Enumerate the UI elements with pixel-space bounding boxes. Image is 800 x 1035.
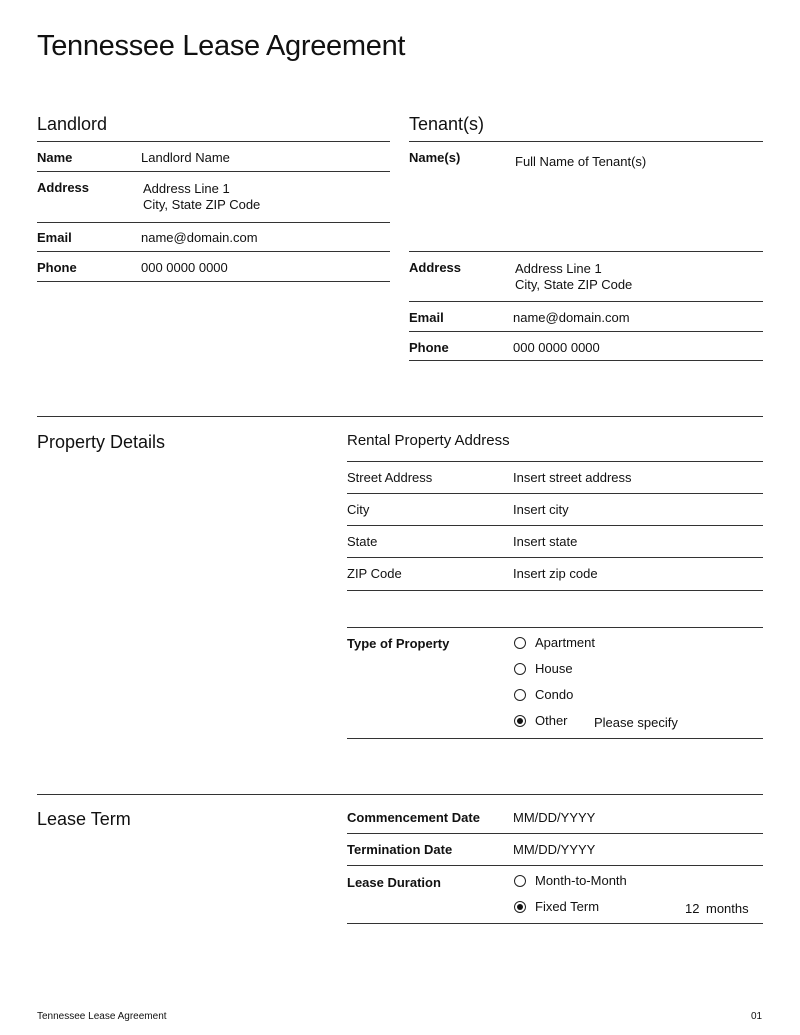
lease-heading: Lease Term <box>37 809 131 829</box>
commencement-date-field[interactable]: MM/DD/YYYY <box>513 810 596 825</box>
radio-unchecked-icon[interactable] <box>514 637 526 649</box>
fixed-term-count-field[interactable]: 12 <box>685 901 700 916</box>
divider <box>347 865 763 866</box>
option-label: House <box>535 661 573 676</box>
divider <box>37 141 390 142</box>
property-heading: Property Details <box>37 432 166 452</box>
landlord-email-label: Email <box>37 230 72 245</box>
divider <box>347 833 763 834</box>
radio-unchecked-icon[interactable] <box>514 663 526 675</box>
radio-unchecked-icon[interactable] <box>514 689 526 701</box>
divider <box>409 301 763 302</box>
divider <box>37 171 390 172</box>
landlord-address-label: Address <box>37 180 90 195</box>
tenant-address-line1-field[interactable]: Address Line 1 <box>515 261 602 276</box>
street-label: Street Address <box>347 470 433 485</box>
divider <box>37 251 390 252</box>
city-field[interactable]: Insert city <box>513 502 569 517</box>
divider <box>347 923 763 924</box>
commencement-label: Commencement Date <box>347 810 480 825</box>
landlord-email-field[interactable]: name@domain.com <box>141 230 258 245</box>
property-type-apartment-option[interactable] <box>514 635 595 650</box>
termination-label: Termination Date <box>347 842 453 857</box>
divider <box>37 222 390 223</box>
tenant-address-label: Address <box>409 260 462 275</box>
tenant-address-line2-field[interactable]: City, State ZIP Code <box>515 277 633 292</box>
section-divider <box>37 794 763 795</box>
landlord-heading: Landlord <box>37 114 108 134</box>
property-subheading: Rental Property Address <box>347 432 510 449</box>
city-label: City <box>347 502 370 517</box>
landlord-address-line1-field[interactable]: Address Line 1 <box>143 181 230 196</box>
tenant-phone-label: Phone <box>409 340 449 355</box>
duration-fixed-term-option[interactable] <box>514 899 599 914</box>
landlord-phone-field[interactable]: 000 0000 0000 <box>141 260 228 275</box>
fixed-term-unit: months <box>706 901 749 916</box>
divider <box>347 590 763 591</box>
divider <box>347 525 763 526</box>
divider <box>347 738 763 739</box>
option-label: Condo <box>535 687 574 702</box>
tenant-names-field[interactable]: Full Name of Tenant(s) <box>515 154 647 169</box>
divider <box>37 281 390 282</box>
state-label: State <box>347 534 378 549</box>
divider <box>409 251 763 252</box>
tenant-heading: Tenant(s) <box>409 114 485 134</box>
tenant-email-field[interactable]: name@domain.com <box>513 310 630 325</box>
radio-unchecked-icon[interactable] <box>514 875 526 887</box>
tenant-email-label: Email <box>409 310 444 325</box>
property-type-house-option[interactable] <box>514 661 573 676</box>
property-type-label: Type of Property <box>347 636 450 651</box>
duration-label: Lease Duration <box>347 875 441 890</box>
tenant-names-label: Name(s) <box>409 150 461 165</box>
landlord-phone-label: Phone <box>37 260 77 275</box>
radio-checked-icon[interactable] <box>514 901 526 913</box>
property-type-other-option[interactable] <box>514 713 568 728</box>
divider <box>409 360 763 361</box>
zip-field[interactable]: Insert zip code <box>513 566 598 581</box>
section-divider <box>37 416 763 417</box>
option-label: Apartment <box>535 635 595 650</box>
street-field[interactable]: Insert street address <box>513 470 632 485</box>
document-title: Tennessee Lease Agreement <box>37 30 406 62</box>
duration-month-to-month-option[interactable] <box>514 873 627 888</box>
landlord-name-label: Name <box>37 150 73 165</box>
landlord-address-line2-field[interactable]: City, State ZIP Code <box>143 197 261 212</box>
page-number: 01 <box>751 1011 763 1022</box>
footer-title: Tennessee Lease Agreement <box>37 1011 167 1022</box>
option-label: Other <box>535 713 568 728</box>
other-specify-field[interactable]: Please specify <box>594 715 678 730</box>
option-label: Fixed Term <box>535 899 600 914</box>
divider <box>409 141 763 142</box>
option-label: Month-to-Month <box>535 873 627 888</box>
zip-label: ZIP Code <box>347 566 402 581</box>
divider <box>347 493 763 494</box>
termination-date-field[interactable]: MM/DD/YYYY <box>513 842 596 857</box>
tenant-phone-field[interactable]: 000 0000 0000 <box>513 340 600 355</box>
divider <box>347 627 763 628</box>
divider <box>409 331 763 332</box>
divider <box>347 557 763 558</box>
divider <box>347 461 763 462</box>
state-field[interactable]: Insert state <box>513 534 578 549</box>
landlord-name-field[interactable]: Landlord Name <box>141 150 230 165</box>
property-type-condo-option[interactable] <box>514 687 573 702</box>
radio-checked-icon[interactable] <box>514 715 526 727</box>
